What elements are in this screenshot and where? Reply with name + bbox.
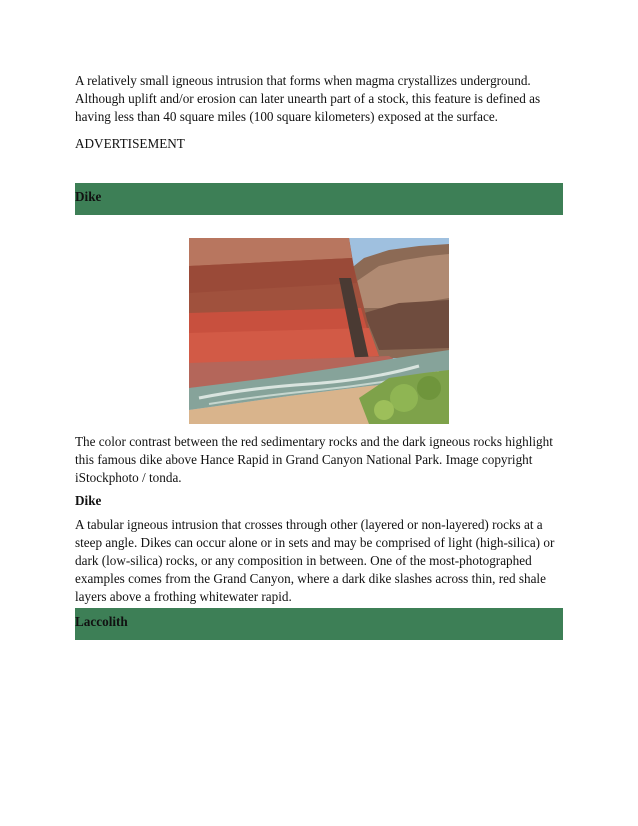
dike-description-block: [75, 516, 563, 606]
intro-paragraph: A relatively small igneous intrusion that forms when magma crystallizes underground. Although uplift and/or erosion can later unearth part of a stock, this feature is defined as having less than 40 square miles (100 square kilometers) exposed at the surface.: [75, 73, 541, 124]
section-heading-dike: Dike: [75, 189, 102, 204]
section-header-dike: [75, 183, 563, 215]
grand-canyon-dike-photo: [189, 238, 449, 424]
image-caption: The color contrast between the red sedimentary rocks and the dark igneous rocks highlight this famous dike above Hance Rapid in Grand Canyon National Park. Image copyright iStockphoto / tonda.: [75, 434, 553, 485]
section-header-laccolith: [75, 608, 563, 640]
intro-block: [75, 72, 563, 153]
image-caption-block: [75, 433, 563, 487]
advertisement-label: ADVERTISEMENT: [75, 136, 185, 151]
dike-description: A tabular igneous intrusion that crosses through other (layered or non-layered) rocks at a steep angle. Dikes can occur alone or in sets and may be comprised of light (high-silica) or dark (low-silica) rocks, or any composition in between. One of the most-photographed examples comes from the Grand Canyon, where a dark dike slashes across thin, red shale layers above a frothing whitewater rapid.: [75, 517, 555, 604]
dike-subheading: Dike: [75, 493, 102, 508]
section-heading-laccolith: Laccolith: [75, 614, 128, 629]
